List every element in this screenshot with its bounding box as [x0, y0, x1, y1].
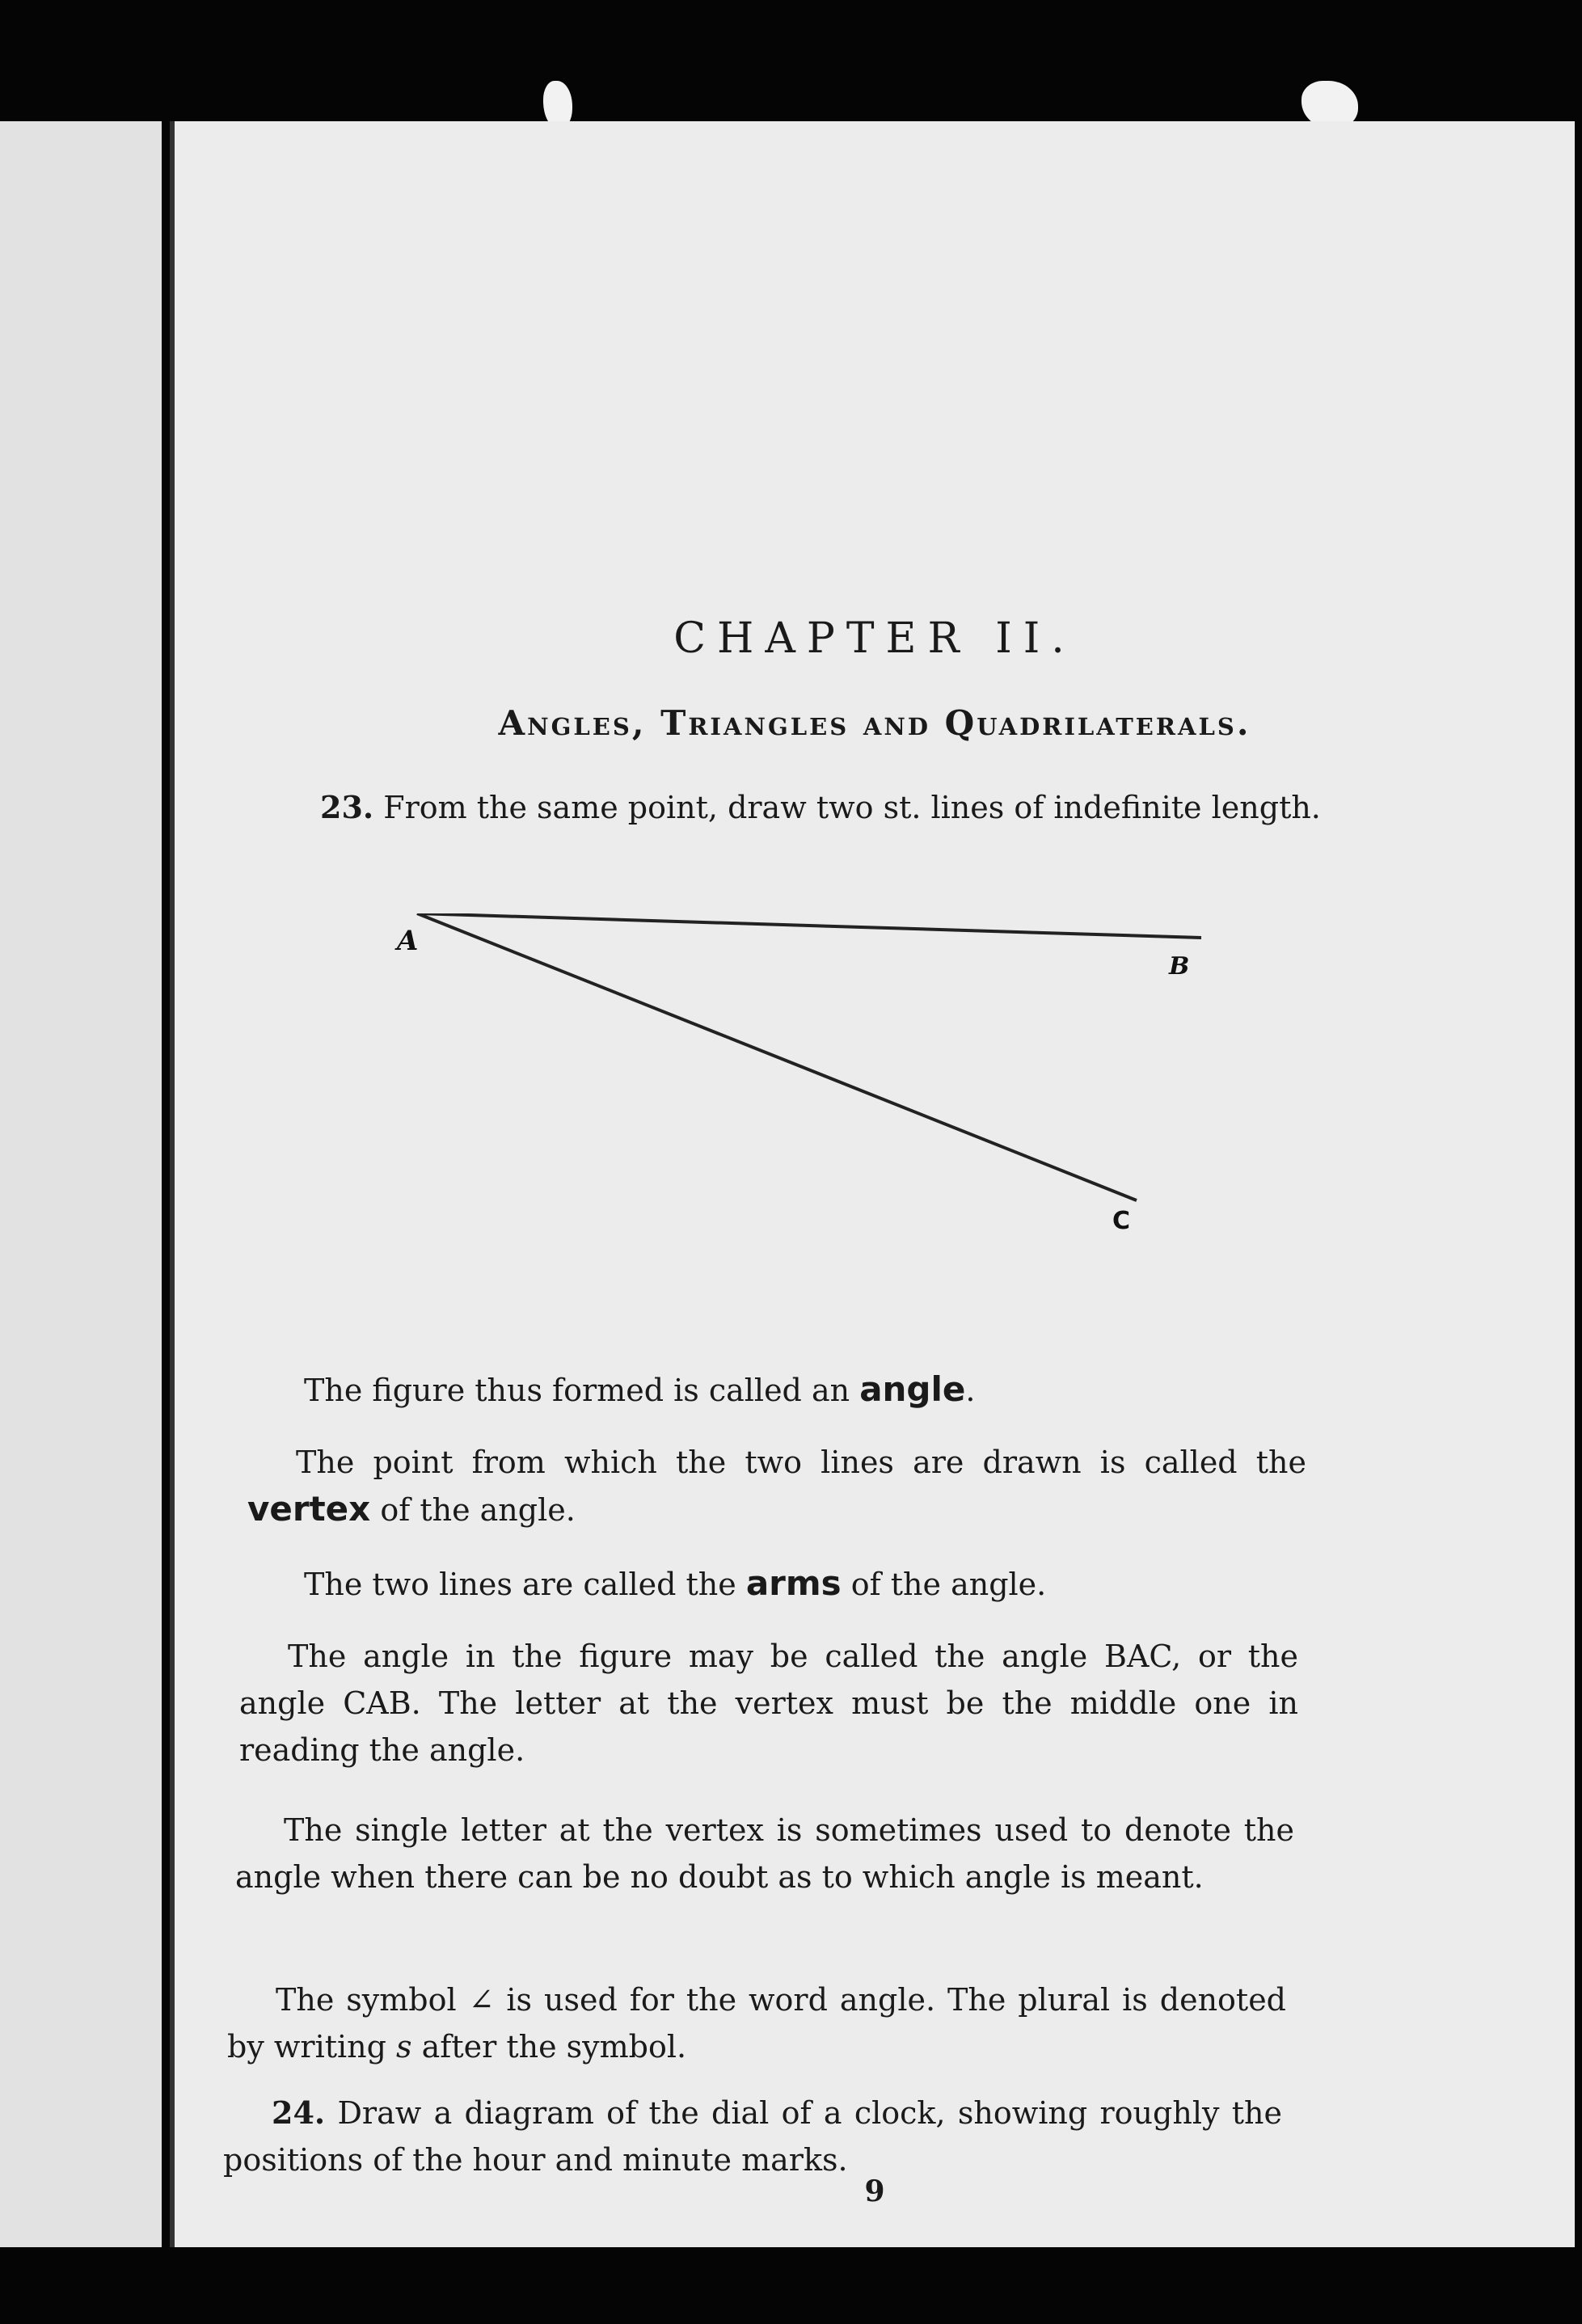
text-segment: of the angle. — [370, 1492, 576, 1528]
label-a: A — [397, 925, 419, 957]
paragraph-single-letter: The single letter at the vertex is sometimes used to denote the angle when there can be no doubt as to which angle is meant. — [235, 1812, 1294, 1895]
paragraph-arms-definition — [255, 1560, 1314, 1608]
label-c: C — [1112, 1207, 1131, 1235]
paragraph-angle-definition — [255, 1366, 1314, 1414]
text-segment: after the symbol. — [411, 2029, 687, 2065]
text-segment: The point from which the two lines are drawn is called the — [296, 1445, 1306, 1480]
arm-ac — [417, 913, 1137, 1200]
angle-figure — [393, 913, 1444, 1366]
paragraph-text: From the same point, draw two st. lines of indefinite length. — [383, 790, 1321, 825]
text-segment: The figure thus formed is called an — [304, 1373, 860, 1408]
section-heading: Angles, Triangles and Quadrilaterals. — [498, 703, 1251, 743]
text-segment: The symbol — [276, 1982, 469, 2018]
label-b: B — [1169, 952, 1190, 981]
italic-letter: s — [396, 2029, 412, 2065]
text-segment: is used for the word angle. The plural is denoted by writing — [227, 1982, 1287, 2065]
term-vertex: vertex — [247, 1489, 371, 1529]
text-segment: . — [965, 1373, 976, 1408]
page-number: 9 — [864, 2174, 885, 2208]
book-page — [170, 121, 1575, 2247]
text-segment: The two lines are called the — [304, 1567, 746, 1602]
text-segment: of the angle. — [841, 1567, 1047, 1602]
chapter-heading: CHAPTER II. — [673, 614, 1076, 663]
angle-symbol: ∠ — [468, 1982, 495, 2018]
paragraph-text: Draw a diagram of the dial of a clock, showing roughly the positions of the hour and minute marks. — [223, 2095, 1282, 2178]
term-arms: arms — [745, 1563, 842, 1603]
paragraph-naming-angles: The angle in the figure may be called the angle BAC, or the angle CAB. The letter at the vertex must be the middle one in reading the angle. — [239, 1639, 1298, 1768]
paragraph-23 — [272, 784, 1331, 831]
paragraph-24 — [223, 2090, 1282, 2183]
arm-ab — [417, 913, 1201, 938]
paragraph-number: 23. — [320, 789, 374, 825]
previous-page-edge — [0, 121, 162, 2247]
paragraph-symbol — [227, 1976, 1286, 2070]
term-angle: angle — [859, 1369, 966, 1409]
paragraph-vertex-definition — [247, 1439, 1306, 1533]
paragraph-number: 24. — [272, 2094, 326, 2131]
